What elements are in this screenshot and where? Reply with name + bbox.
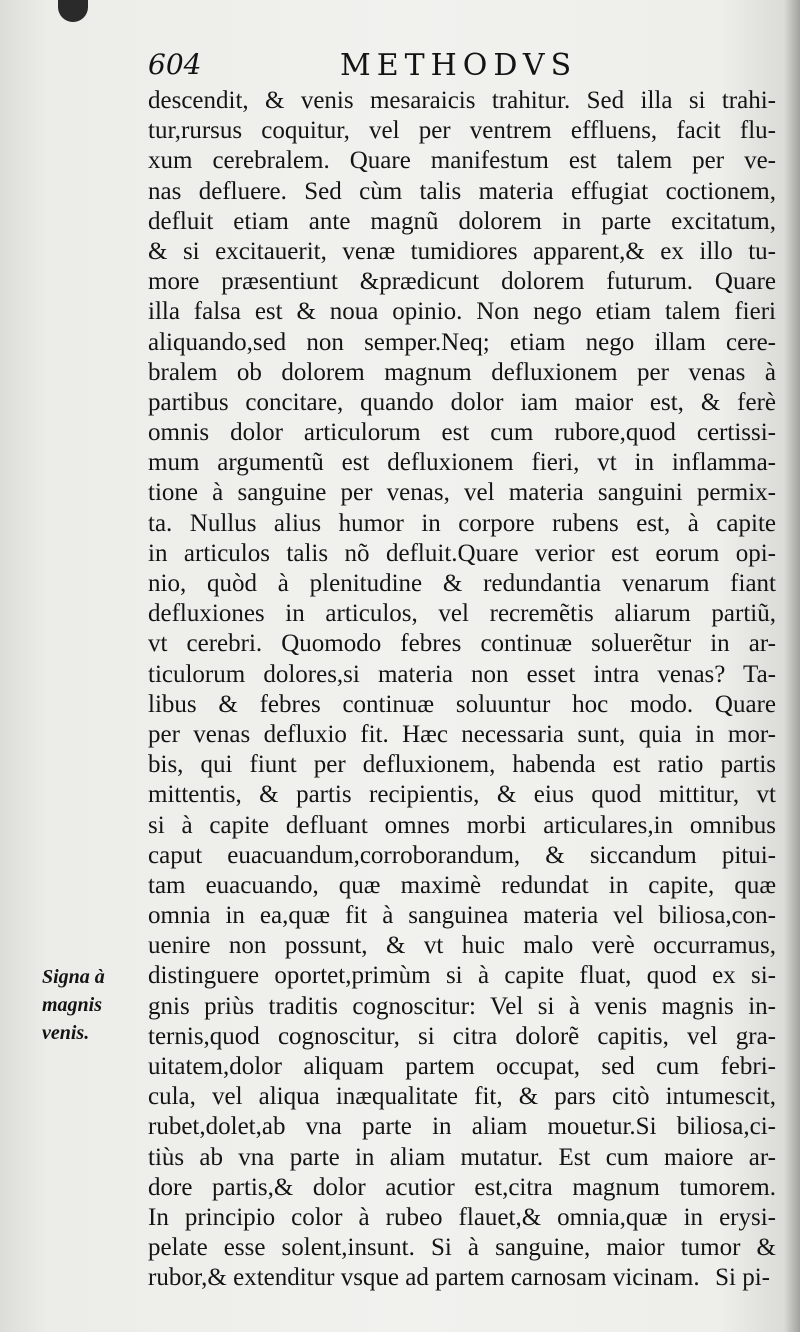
text-line: libus & febres continuæ soluuntur hoc modo. Quare xyxy=(148,690,776,718)
text-line: partibus concitare, quando dolor iam maior est, & ferè xyxy=(148,388,776,416)
text-line: pelate esse solent,insunt. Si à sanguine, maior tumor & xyxy=(148,1234,776,1262)
page-tear xyxy=(58,0,88,22)
text-line: aliquando,sed non semper.Neq; etiam nego illam cere- xyxy=(148,328,776,356)
text-line: tione à sanguine per venas, vel materia sanguini permix- xyxy=(148,479,776,507)
page-edge-shadow xyxy=(784,0,800,1332)
marginal-note xyxy=(42,963,142,1047)
text-line: mum argumentũ est defluxionem fieri, vt in inflamma- xyxy=(148,449,776,477)
text-line: tiùs ab vna parte in aliam mutatur. Est cum maiore ar- xyxy=(148,1143,776,1171)
text-line: defluit etiam ante magnũ dolorem in parte excitatum, xyxy=(148,207,776,235)
catchword: Si pi- xyxy=(715,1264,770,1291)
text-line: vt cerebri. Quomodo febres continuæ soluerẽtur in ar- xyxy=(148,630,776,658)
text-line: tam euacuando, quæ maximè redundat in capite, quæ xyxy=(148,871,776,899)
text-line: tur,rursus coquitur, vel per ventrem effluens, facit flu- xyxy=(148,117,776,145)
text-line: nio, quòd à plenitudine & redundantia venarum fiant xyxy=(148,570,776,597)
text-line: & si excitauerit, venæ tumidiores apparent,& ex illo tu- xyxy=(148,237,776,265)
text-line: more præsentiunt &prædicunt dolorem futurum. Quare xyxy=(148,268,776,296)
text-line: illa falsa est & noua opinio. Non nego etiam talem fieri xyxy=(148,298,776,326)
text-line: mittentis, & partis recipientis, & eius quod mittitur, vt xyxy=(148,781,776,809)
marginal-note-line: magnis xyxy=(42,994,103,1016)
text-line: rubor,& extenditur vsque ad partem carnosam vicinam. xyxy=(148,1264,700,1292)
text-line: si à capite defluant omnes morbi articulares,in omnibus xyxy=(148,811,776,839)
text-line: defluxiones in articulos, vel recremẽtis aliarum partiũ, xyxy=(148,600,776,628)
running-title: METHODVS xyxy=(340,48,578,83)
page-header xyxy=(148,48,788,88)
text-line: in articulos talis nõ defluit.Quare verior est eorum opi- xyxy=(148,539,776,567)
text-line: ticulorum dolores,si materia non esset intra venas? Ta- xyxy=(148,660,776,688)
text-line: bis, qui fiunt per defluxionem, habenda est ratio partis xyxy=(148,751,776,779)
text-line: xum cerebralem. Quare manifestum est talem per ve- xyxy=(148,147,776,175)
text-line: ta. Nullus alius humor in corpore rubens est, à capite xyxy=(148,509,776,537)
text-line: cula, vel aliqua inæqualitate fit, & pars citò intumescit, xyxy=(148,1083,776,1111)
text-line: uitatem,dolor aliquam partem occupat, sed cum febri- xyxy=(148,1053,776,1080)
text-line: nas defluere. Sed cùm talis materia effugiat coctionem, xyxy=(148,177,776,205)
text-line: uenire non possunt, & vt huic malo verè occurramus, xyxy=(148,932,776,960)
text-line: distinguere oportet,primùm si à capite fluat, quod ex si- xyxy=(148,962,776,990)
text-line: descendit, & venis mesaraicis trahitur. Sed illa si trahi- xyxy=(148,87,776,114)
text-line: rubet,dolet,ab vna parte in aliam mouetur.Si biliosa,ci- xyxy=(148,1113,776,1141)
text-line: In principio color à rubeo flauet,& omnia,quæ in erysi- xyxy=(148,1203,776,1231)
text-line: caput euacuandum,corroborandum, & siccandum pitui- xyxy=(148,841,776,869)
text-line: ternis,quod cognoscitur, si citra dolorẽ capitis, vel gra- xyxy=(148,1022,776,1050)
marginal-note-line: Signa à xyxy=(42,966,105,988)
text-line: omnis dolor articulorum est cum rubore,quod certissi- xyxy=(148,419,776,447)
text-line: dore partis,& dolor acutior est,citra magnum tumorem. xyxy=(148,1173,776,1201)
text-line: per venas defluxio fit. Hæc necessaria sunt, quia in mor- xyxy=(148,720,776,748)
page-number: 604 xyxy=(148,48,202,81)
body-text xyxy=(148,86,776,1294)
text-line: gnis priùs traditis cognoscitur: Vel si à venis magnis in- xyxy=(148,992,776,1020)
text-line: omnia in ea,quæ fit à sanguinea materia vel biliosa,con- xyxy=(148,902,776,930)
marginal-note-line: venis. xyxy=(42,1022,90,1044)
text-line: bralem ob dolorem magnum defluxionem per venas à xyxy=(148,358,776,386)
